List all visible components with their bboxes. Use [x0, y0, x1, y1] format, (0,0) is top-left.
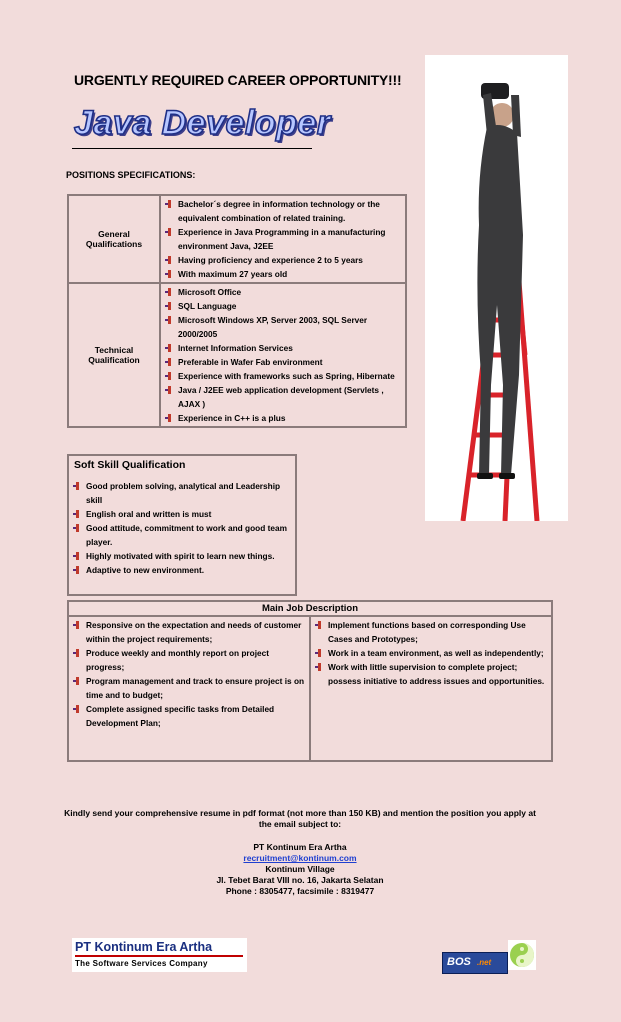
- email-link[interactable]: recruitment@kontinum.com: [243, 853, 357, 863]
- list-item-text: Implement functions based on corresponding Use Cases and Prototypes;: [328, 620, 526, 644]
- logo-company-name: PT Kontinum Era Artha: [75, 940, 213, 954]
- category-cell: General Qualifications: [68, 195, 160, 283]
- list-item-text: Responsive on the expectation and needs of customer within the project requirements;: [86, 620, 302, 644]
- bullet-list: [161, 196, 405, 282]
- list-item: [165, 369, 403, 383]
- list-item-text: Having proficiency and experience 2 to 5 years: [178, 255, 363, 265]
- bullet-icon: [165, 200, 173, 208]
- list-item-text: Preferable in Wafer Fab environment: [178, 357, 323, 367]
- bullet-icon: [315, 663, 323, 671]
- main-job-title: Main Job Description: [68, 601, 552, 616]
- bullet-icon: [73, 705, 81, 713]
- headline: URGENTLY REQUIRED CAREER OPPORTUNITY!!!: [74, 72, 402, 88]
- bullet-icon: [165, 358, 173, 366]
- bullet-icon: [165, 228, 173, 236]
- bullet-icon: [73, 649, 81, 657]
- list-item-text: Complete assigned specific tasks from Detailed Development Plan;: [86, 704, 275, 728]
- businessman-icon: [477, 83, 523, 479]
- list-item-text: Bachelor´s degree in information technology or the equivalent combination of related training.: [178, 199, 380, 223]
- list-item: [165, 313, 403, 341]
- list-item-text: Good attitude, commitment to work and good team player.: [86, 523, 287, 547]
- list-item: [165, 411, 403, 425]
- items-cell: [160, 195, 406, 283]
- bullet-icon: [73, 524, 81, 532]
- list-item-text: Microsoft Office: [178, 287, 242, 297]
- list-item: [165, 299, 403, 313]
- left-column: [68, 616, 310, 761]
- right-column: [310, 616, 552, 761]
- table-row: [68, 195, 406, 283]
- bullet-icon: [165, 302, 173, 310]
- contact-phone: Phone : 8305477, facsimile : 8319477: [225, 886, 375, 896]
- list-item: [165, 197, 403, 225]
- bullet-list: [161, 284, 405, 426]
- bullet-icon: [73, 482, 81, 490]
- list-item: [165, 267, 403, 281]
- table-row: [68, 283, 406, 427]
- list-item-text: Program management and track to ensure project is on time and to budget;: [86, 676, 305, 700]
- bullet-icon: [165, 414, 173, 422]
- list-item: [73, 521, 293, 549]
- bullet-icon: [73, 677, 81, 685]
- bullet-icon: [165, 372, 173, 380]
- list-item-text: English oral and written is must: [86, 509, 212, 519]
- bullet-icon: [165, 288, 173, 296]
- list-item-text: Work with little supervision to complete project; possess initiative to address issues and opportunities.: [328, 662, 545, 686]
- specifications-label: POSITIONS SPECIFICATIONS:: [66, 170, 196, 180]
- list-item-text: Java / J2EE web application development (Servlets , AJAX ): [178, 385, 384, 409]
- bullet-icon: [73, 510, 81, 518]
- list-item: [73, 702, 307, 730]
- bos-logo-text: BOS: [447, 956, 471, 968]
- list-item: [165, 253, 403, 267]
- net-logo-text: .net: [477, 958, 492, 967]
- list-item-text: SQL Language: [178, 301, 237, 311]
- logo-divider: [75, 955, 243, 957]
- bullet-icon: [73, 566, 81, 574]
- bullet-icon: [315, 621, 323, 629]
- category-cell: Technical Qualification: [68, 283, 160, 427]
- soft-skill-box: [67, 454, 297, 596]
- bullet-icon: [165, 256, 173, 264]
- bullet-icon: [165, 316, 173, 324]
- job-title: Java Developer: [74, 104, 331, 142]
- contact-intro: Kindly send your comprehensive resume in pdf format (not more than 150 KB) and mention the position you apply at the email subject to:: [64, 808, 536, 829]
- list-item: [315, 646, 549, 660]
- yin-yang-icon: [508, 940, 536, 970]
- list-item: [73, 507, 293, 521]
- specifications-table: [67, 194, 407, 428]
- list-item: [165, 383, 403, 411]
- list-item-text: Internet Information Services: [178, 343, 293, 353]
- bullet-icon: [165, 386, 173, 394]
- company-logo: [72, 938, 247, 972]
- contact-section: [0, 808, 600, 897]
- bullet-list: [69, 617, 309, 731]
- main-job-table: [67, 600, 553, 762]
- title-underline: [72, 148, 312, 149]
- bullet-icon: [165, 270, 173, 278]
- list-item: [315, 660, 549, 688]
- list-item-text: Adaptive to new environment.: [86, 565, 205, 575]
- list-item: [73, 618, 307, 646]
- bullet-icon: [315, 649, 323, 657]
- list-item: [165, 285, 403, 299]
- contact-address: Jl. Tebet Barat VIII no. 16, Jakarta Selatan: [216, 875, 384, 885]
- contact-building: Kontinum Village: [265, 864, 335, 874]
- list-item-text: Experience with frameworks such as Spring, Hibernate: [178, 371, 395, 381]
- list-item: [165, 225, 403, 253]
- bos-net-badge: [442, 952, 508, 974]
- contact-company: PT Kontinum Era Artha: [253, 842, 347, 852]
- list-item-text: Highly motivated with spirit to learn new things.: [86, 551, 275, 561]
- table-row: [68, 616, 552, 761]
- businessman-ladder-photo: [425, 55, 568, 521]
- soft-skill-title: Soft Skill Qualification: [74, 459, 186, 471]
- list-item: [73, 674, 307, 702]
- items-cell: [160, 283, 406, 427]
- list-item-text: Produce weekly and monthly report on project progress;: [86, 648, 270, 672]
- bullet-list: [311, 617, 551, 689]
- table-header-row: [68, 601, 552, 616]
- bullet-icon: [73, 552, 81, 560]
- list-item-text: Experience in C++ is a plus: [178, 413, 286, 423]
- list-item-text: Microsoft Windows XP, Server 2003, SQL Server 2000/2005: [178, 315, 368, 339]
- list-item: [165, 341, 403, 355]
- list-item-text: With maximum 27 years old: [178, 269, 288, 279]
- list-item: [73, 549, 293, 563]
- list-item: [315, 618, 549, 646]
- list-item-text: Work in a team environment, as well as independently;: [328, 648, 544, 658]
- list-item: [73, 479, 293, 507]
- list-item-text: Good problem solving, analytical and Leadership skill: [86, 481, 281, 505]
- bullet-icon: [165, 344, 173, 352]
- list-item: [73, 563, 293, 577]
- bullet-list: [69, 478, 295, 578]
- list-item: [165, 355, 403, 369]
- partner-logo: [442, 940, 538, 974]
- businessman-ladder-illustration: [425, 55, 568, 521]
- list-item-text: Experience in Java Programming in a manufacturing environment Java, J2EE: [178, 227, 386, 251]
- logo-tagline: The Software Services Company: [75, 959, 208, 968]
- list-item: [73, 646, 307, 674]
- bullet-icon: [73, 621, 81, 629]
